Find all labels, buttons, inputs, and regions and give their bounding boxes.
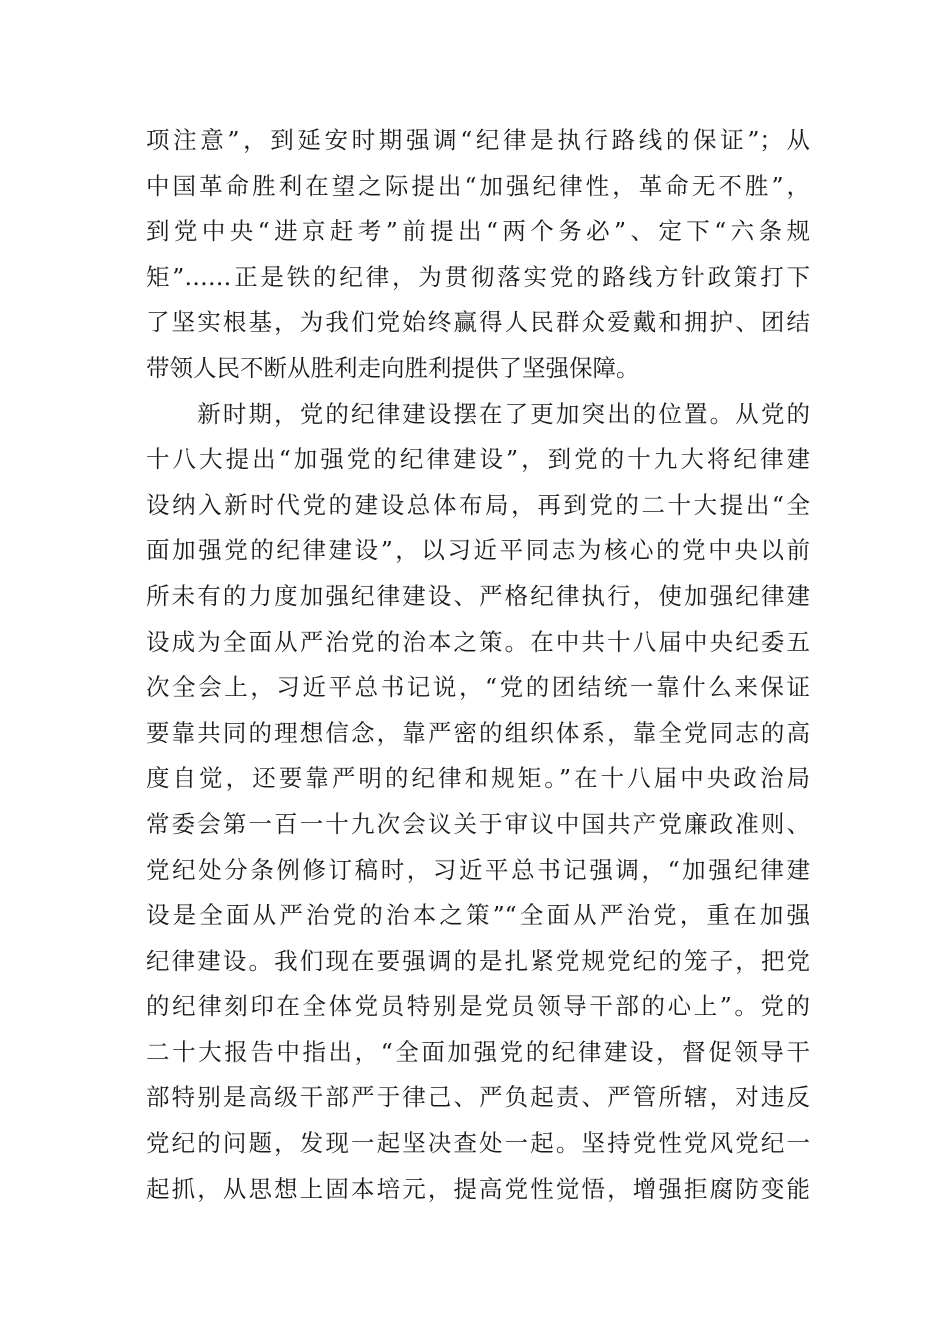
text-line: 面加强党的纪律建设”，以习近平同志为核心的党中央以前 [146, 536, 810, 565]
text-line: 新时期，党的纪律建设摆在了更加突出的位置。从党的 [146, 399, 810, 428]
text-line: 带领人民不断从胜利走向胜利提供了坚强保障。 [146, 353, 640, 382]
paragraph-2 [146, 392, 810, 1213]
text-line: 二十大报告中指出，“全面加强党的纪律建设，督促领导干 [146, 1037, 810, 1066]
text-line: 设成为全面从严治党的治本之策。在中共十八届中央纪委五 [146, 627, 810, 656]
paragraph-1 [146, 118, 810, 392]
text-line: 了坚实根基，为我们党始终赢得人民群众爱戴和拥护、团结 [146, 308, 810, 337]
text-line: 纪律建设。我们现在要强调的是扎紧党规党纪的笼子，把党 [146, 946, 810, 975]
text-line: 度自觉，还要靠严明的纪律和规矩。”在十八届中央政治局 [146, 764, 810, 793]
text-line: 十八大提出“加强党的纪律建设”，到党的十九大将纪律建 [146, 445, 810, 474]
text-line: 起抓，从思想上固本培元，提高党性觉悟，增强拒腐防变能 [146, 1174, 810, 1203]
text-line: 矩”……正是铁的纪律，为贯彻落实党的路线方针政策打下 [146, 262, 810, 291]
text-line: 中国革命胜利在望之际提出“加强纪律性，革命无不胜”， [146, 171, 810, 200]
text-line: 次全会上，习近平总书记说，“党的团结统一靠什么来保证 [146, 673, 810, 702]
text-line: 设纳入新时代党的建设总体布局，再到党的二十大提出“全 [146, 490, 810, 519]
body-text [146, 118, 810, 1212]
text-line: 党纪的问题，发现一起坚决查处一起。坚持党性党风党纪一 [146, 1129, 810, 1158]
text-line: 设是全面从严治党的治本之策”“全面从严治党，重在加强 [146, 901, 810, 930]
text-line: 项注意”，到延安时期强调“纪律是执行路线的保证”；从 [146, 126, 810, 154]
text-line: 到党中央“进京赶考”前提出“两个务必”、定下“六条规 [146, 217, 810, 246]
text-line: 的纪律刻印在全体党员特别是党员领导干部的心上”。党的 [146, 992, 810, 1021]
text-line: 部特别是高级干部严于律己、严负起责、严管所辖，对违反 [146, 1083, 810, 1112]
text-line: 党纪处分条例修订稿时，习近平总书记强调，“加强纪律建 [146, 855, 810, 884]
text-line: 所未有的力度加强纪律建设、严格纪律执行，使加强纪律建 [146, 581, 810, 610]
text-line: 要靠共同的理想信念，靠严密的组织体系，靠全党同志的高 [146, 718, 810, 747]
text-line: 常委会第一百一十九次会议关于审议中国共产党廉政准则、 [146, 809, 810, 838]
